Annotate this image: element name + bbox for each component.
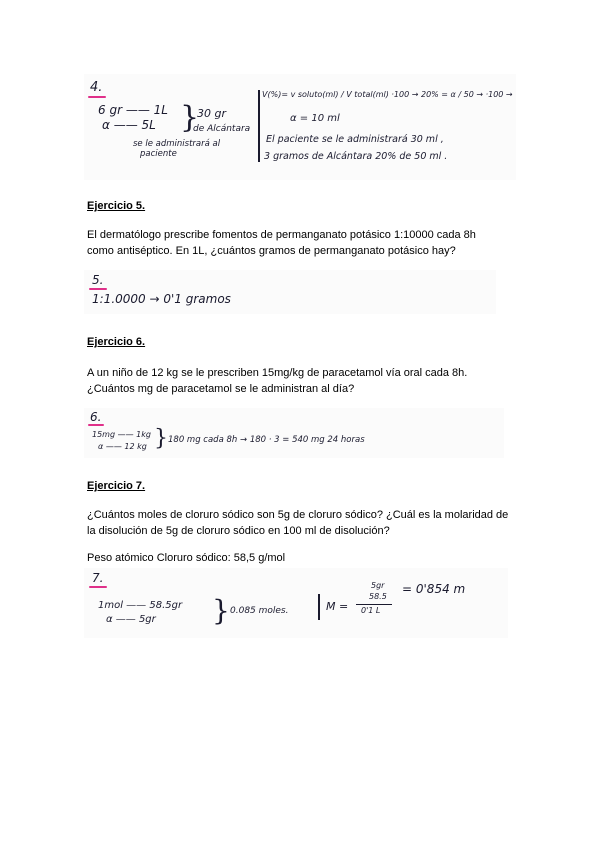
ex7-fraction-bar — [356, 604, 392, 605]
ex4-left-line2: α —— 5L — [102, 118, 156, 132]
ex4-right-concl1: El paciente se le administrará 30 ml , — [266, 134, 444, 145]
ex5-statement — [87, 227, 517, 259]
ex4-divider — [258, 90, 260, 162]
ex4-number: 4. — [90, 80, 103, 95]
ex7-brace: } — [212, 594, 230, 627]
ex6-hand-l2: α —— 12 kg — [98, 442, 147, 451]
ex6-hand-number: 6. — [90, 410, 102, 424]
ex4-left-line1: 6 gr —— 1L — [98, 103, 168, 117]
ex4-brace: } — [180, 100, 200, 135]
ex7-text-line2: la disolución de 5g de cloruro sódico en 100 ml de disolución? — [87, 525, 390, 537]
ex7-pink-underline — [89, 586, 107, 588]
ex5-heading: Ejercicio 5. — [87, 200, 146, 212]
ex5-text-line2: como antiséptico. En 1L, ¿cuántos gramos de permanganato potásico hay? — [87, 245, 456, 257]
ex4-left-result: 30 gr — [197, 107, 226, 120]
ex4-right-formula: V(%)= v soluto(ml) / V total(ml) ·100 → 20% = α / 50 → ·100 → — [262, 90, 513, 99]
ex7-atomic-weight: Peso atómico Cloruro sódico: 58,5 g/mol — [87, 552, 286, 564]
ex5-hand-answer: 1:1.0000 → 0'1 gramos — [92, 292, 231, 306]
ex4-left-note2: paciente — [140, 149, 177, 159]
ex7-text-line1: ¿Cuántos moles de cloruro sódico son 5g de cloruro sódico? ¿Cuál es la molaridad de — [87, 509, 509, 521]
ex7-hand-num-mid: 58.5 — [369, 592, 387, 601]
ex6-brace: } — [154, 426, 168, 451]
ex6-pink-underline — [88, 424, 104, 426]
ex7-hand-l1: 1mol —— 58.5gr — [98, 600, 183, 611]
ex7-hand-l2: α —— 5gr — [106, 614, 156, 625]
ex7-hand-number: 7. — [92, 571, 104, 585]
ex5-text-line1: El dermatólogo prescribe fomentos de permanganato potásico 1:10000 cada 8h — [87, 229, 476, 241]
ex4-right-alpha: α = 10 ml — [290, 113, 340, 124]
ex6-statement — [87, 365, 517, 397]
ex6-text-line2: ¿Cuántos mg de paracetamol se le administran al día? — [87, 383, 355, 395]
ex7-statement — [87, 507, 527, 539]
ex7-heading: Ejercicio 7. — [87, 480, 146, 492]
ex7-hand-moles: 0.085 moles. — [230, 606, 289, 616]
ex4-right-concl2: 3 gramos de Alcántara 20% de 50 ml . — [264, 151, 448, 162]
ex6-text-line1: A un niño de 12 kg se le prescriben 15mg/kg de paracetamol vía oral cada 8h. — [87, 367, 468, 379]
ex7-hand-den: 0'1 L — [361, 606, 381, 615]
ex4-left-note1: se le administrará al — [133, 139, 221, 149]
ex4-pink-underline — [88, 96, 106, 98]
ex6-hand-l1: 15mg —— 1kg — [92, 430, 151, 439]
ex5-hand-number: 5. — [92, 273, 104, 287]
ex7-divider — [318, 594, 320, 620]
ex6-hand-answer: 180 mg cada 8h → 180 · 3 = 540 mg 24 horas — [168, 435, 365, 445]
ex6-heading: Ejercicio 6. — [87, 336, 146, 348]
ex7-hand-result: = 0'854 m — [402, 582, 466, 596]
ex5-pink-underline — [89, 288, 107, 290]
ex7-hand-M: M = — [326, 600, 349, 613]
ex4-left-result2: de Alcántara — [193, 124, 251, 134]
ex7-hand-num-top: 5gr — [371, 581, 385, 590]
